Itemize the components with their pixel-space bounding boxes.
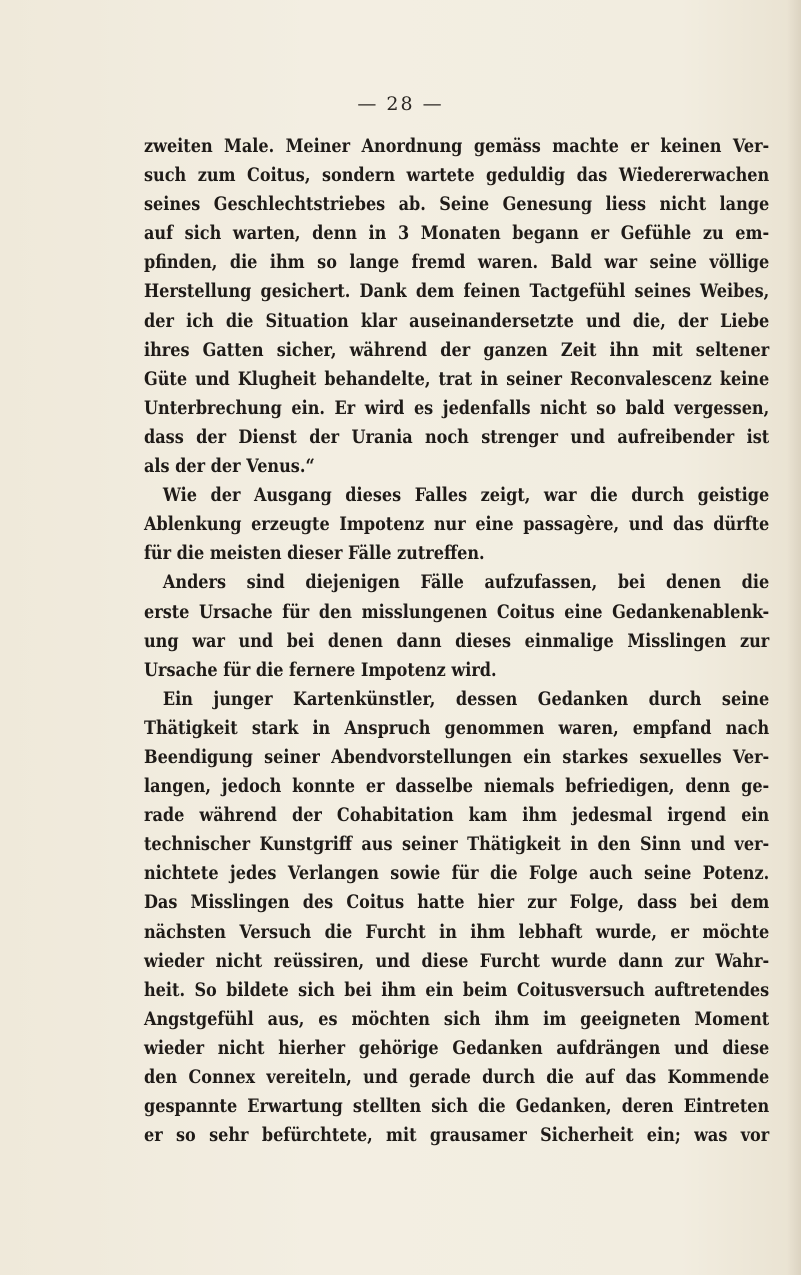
text-line: zweiten Male. Meiner Anordnung gemäss machte er keinen Ver- [144,135,770,157]
text-line: Das Misslingen des Coitus hatte hier zur Folge, dass bei dem [144,891,770,914]
text-line: wieder nicht hierher gehörige Gedanken aufdrängen und diese [144,1036,770,1059]
text-line: auf sich warten, denn in 3 Monaten begann er Gefühle zu em- [144,222,770,245]
body-text [144,132,770,1150]
text-line: als der der Venus.“ [144,455,315,478]
text-line: für die meisten dieser Fälle zutreffen. [144,542,485,565]
text-line: ihres Gatten sicher, während der ganzen Zeit ihn mit seltener [144,338,770,361]
text-line: Ursache für die fernere Impotenz wird. [144,658,497,681]
text-line: rade während der Cohabitation kam ihm jedesmal irgend ein [144,804,770,827]
text-line: ung war und bei denen dann dieses einmalige Misslingen zur [144,629,770,652]
text-line: Güte und Klugheit behandelte, trat in seiner Reconvalescenz keine [144,367,770,390]
text-line: seines Geschlechtstriebes ab. Seine Genesung liess nicht lange [144,193,770,216]
text-line: Ablenkung erzeugte Impotenz nur eine passagère, und das dürfte [144,513,770,536]
text-line: Unterbrechung ein. Er wird es jedenfalls nicht so bald vergessen, [144,396,770,419]
text-line: Herstellung gesichert. Dank dem feinen Tactgefühl seines Weibes, [144,280,770,303]
text-line: pfinden, die ihm so lange fremd waren. Bald war seine völlige [144,251,770,274]
text-line: den Connex vereiteln, und gerade durch die auf das Kommende [144,1066,770,1088]
text-line: erste Ursache für den misslungenen Coitus eine Gedankenablenk- [144,600,770,623]
text-line: nächsten Versuch die Furcht in ihm lebhaft wurde, er möchte [144,920,770,943]
text-line: Thätigkeit stark in Anspruch genommen waren, empfand nach [144,716,770,739]
text-line: gespannte Erwartung stellten sich die Gedanken, deren Eintreten [144,1095,770,1118]
text-line: Ein junger Kartenkünstler, dessen Gedanken durch seine [162,687,770,710]
text-line: technischer Kunstgriff aus seiner Thätigkeit in den Sinn und ver- [144,833,770,856]
text-line: er so sehr befürchtete, mit grausamer Sicherheit ein; was vor [144,1124,770,1147]
text-line: Anders sind diejenigen Fälle aufzufassen, bei denen die [162,571,770,594]
text-line: Beendigung seiner Abendvorstellungen ein starkes sexuelles Ver- [144,745,770,768]
text-line: such zum Coitus, sondern wartete geduldig das Wiedererwachen [144,164,770,187]
text-line: langen, jedoch konnte er dasselbe niemals befriedigen, denn ge- [144,775,770,798]
text-line: heit. So bildete sich bei ihm ein beim Coitusversuch auftretendes [144,978,770,1001]
text-line: Angstgefühl aus, es möchten sich ihm im geeigneten Moment [144,1007,770,1030]
text-line: nichtete jedes Verlangen sowie für die Folge auch seine Potenz. [144,862,770,885]
text-line: dass der Dienst der Urania noch strenger und aufreibender ist [144,425,770,448]
text-line: der ich die Situation klar auseinandersetzte und die, der Liebe [144,309,770,332]
page-number: — 28 — [357,93,444,115]
text-line: Wie der Ausgang dieses Falles zeigt, war die durch geistige [162,484,770,507]
page-edge-shadow [787,0,801,1275]
text-line: wieder nicht reüssiren, und diese Furcht wurde dann zur Wahr- [144,949,770,972]
